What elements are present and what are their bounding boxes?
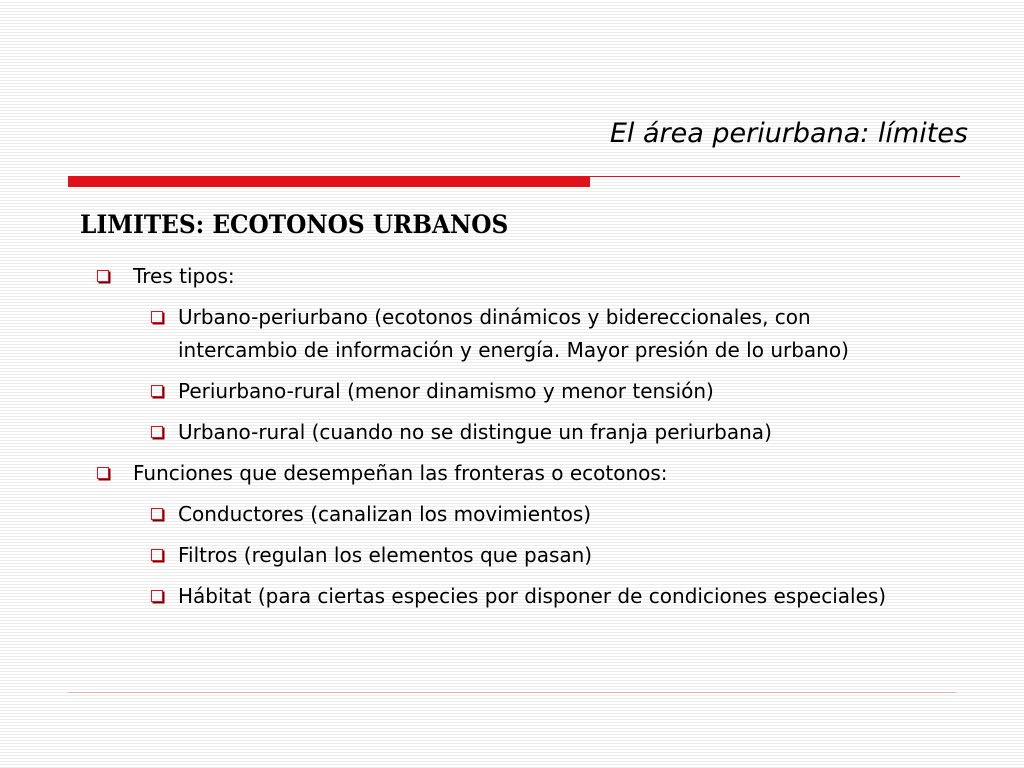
bullet-text: Urbano-periurbano (ecotonos dinámicos y bidereccionales, con intercambio de información y energía. Mayor presión de lo urbano) [178,305,849,362]
title-rule-thin [590,176,960,177]
slide-title: El área periurbana: límites [609,118,968,149]
square-bullet-icon [151,311,163,323]
square-bullet-icon [151,508,163,520]
title-rule-thick [68,176,590,187]
bullet-item-filtros [0,535,918,576]
bullet-item-funciones [0,453,933,494]
bullet-text: Filtros (regulan los elementos que pasan) [178,543,593,567]
square-bullet-icon [151,549,163,561]
square-bullet-icon [151,426,163,438]
bullet-item-urbano-rural [0,412,918,453]
square-bullet-icon [151,385,163,397]
square-bullet-icon [97,467,109,479]
square-bullet-icon [151,590,163,602]
bullet-item-periurbano-rural [0,371,918,412]
bullet-text: Conductores (canalizan los movimientos) [178,502,592,526]
bullet-text: Urbano-rural (cuando no se distingue un franja periurbana) [178,420,772,444]
bullet-text: Funciones que desempeñan las fronteras o ecotonos: [133,461,668,485]
bullet-item-tres-tipos [0,256,933,297]
bullet-text: Periurbano-rural (menor dinamismo y menor tensión) [178,379,714,403]
bullet-item-urbano-periurbano [0,297,918,371]
bullet-text: Tres tipos: [133,264,235,288]
bullet-item-habitat [0,576,918,617]
square-bullet-icon [97,270,109,282]
footer-rule [68,692,956,693]
bullet-item-conductores [0,494,918,535]
section-heading: LIMITES: ECOTONOS URBANOS [80,210,509,239]
bullet-list [0,256,1024,617]
bullet-text: Hábitat (para ciertas especies por disponer de condiciones especiales) [178,584,887,608]
